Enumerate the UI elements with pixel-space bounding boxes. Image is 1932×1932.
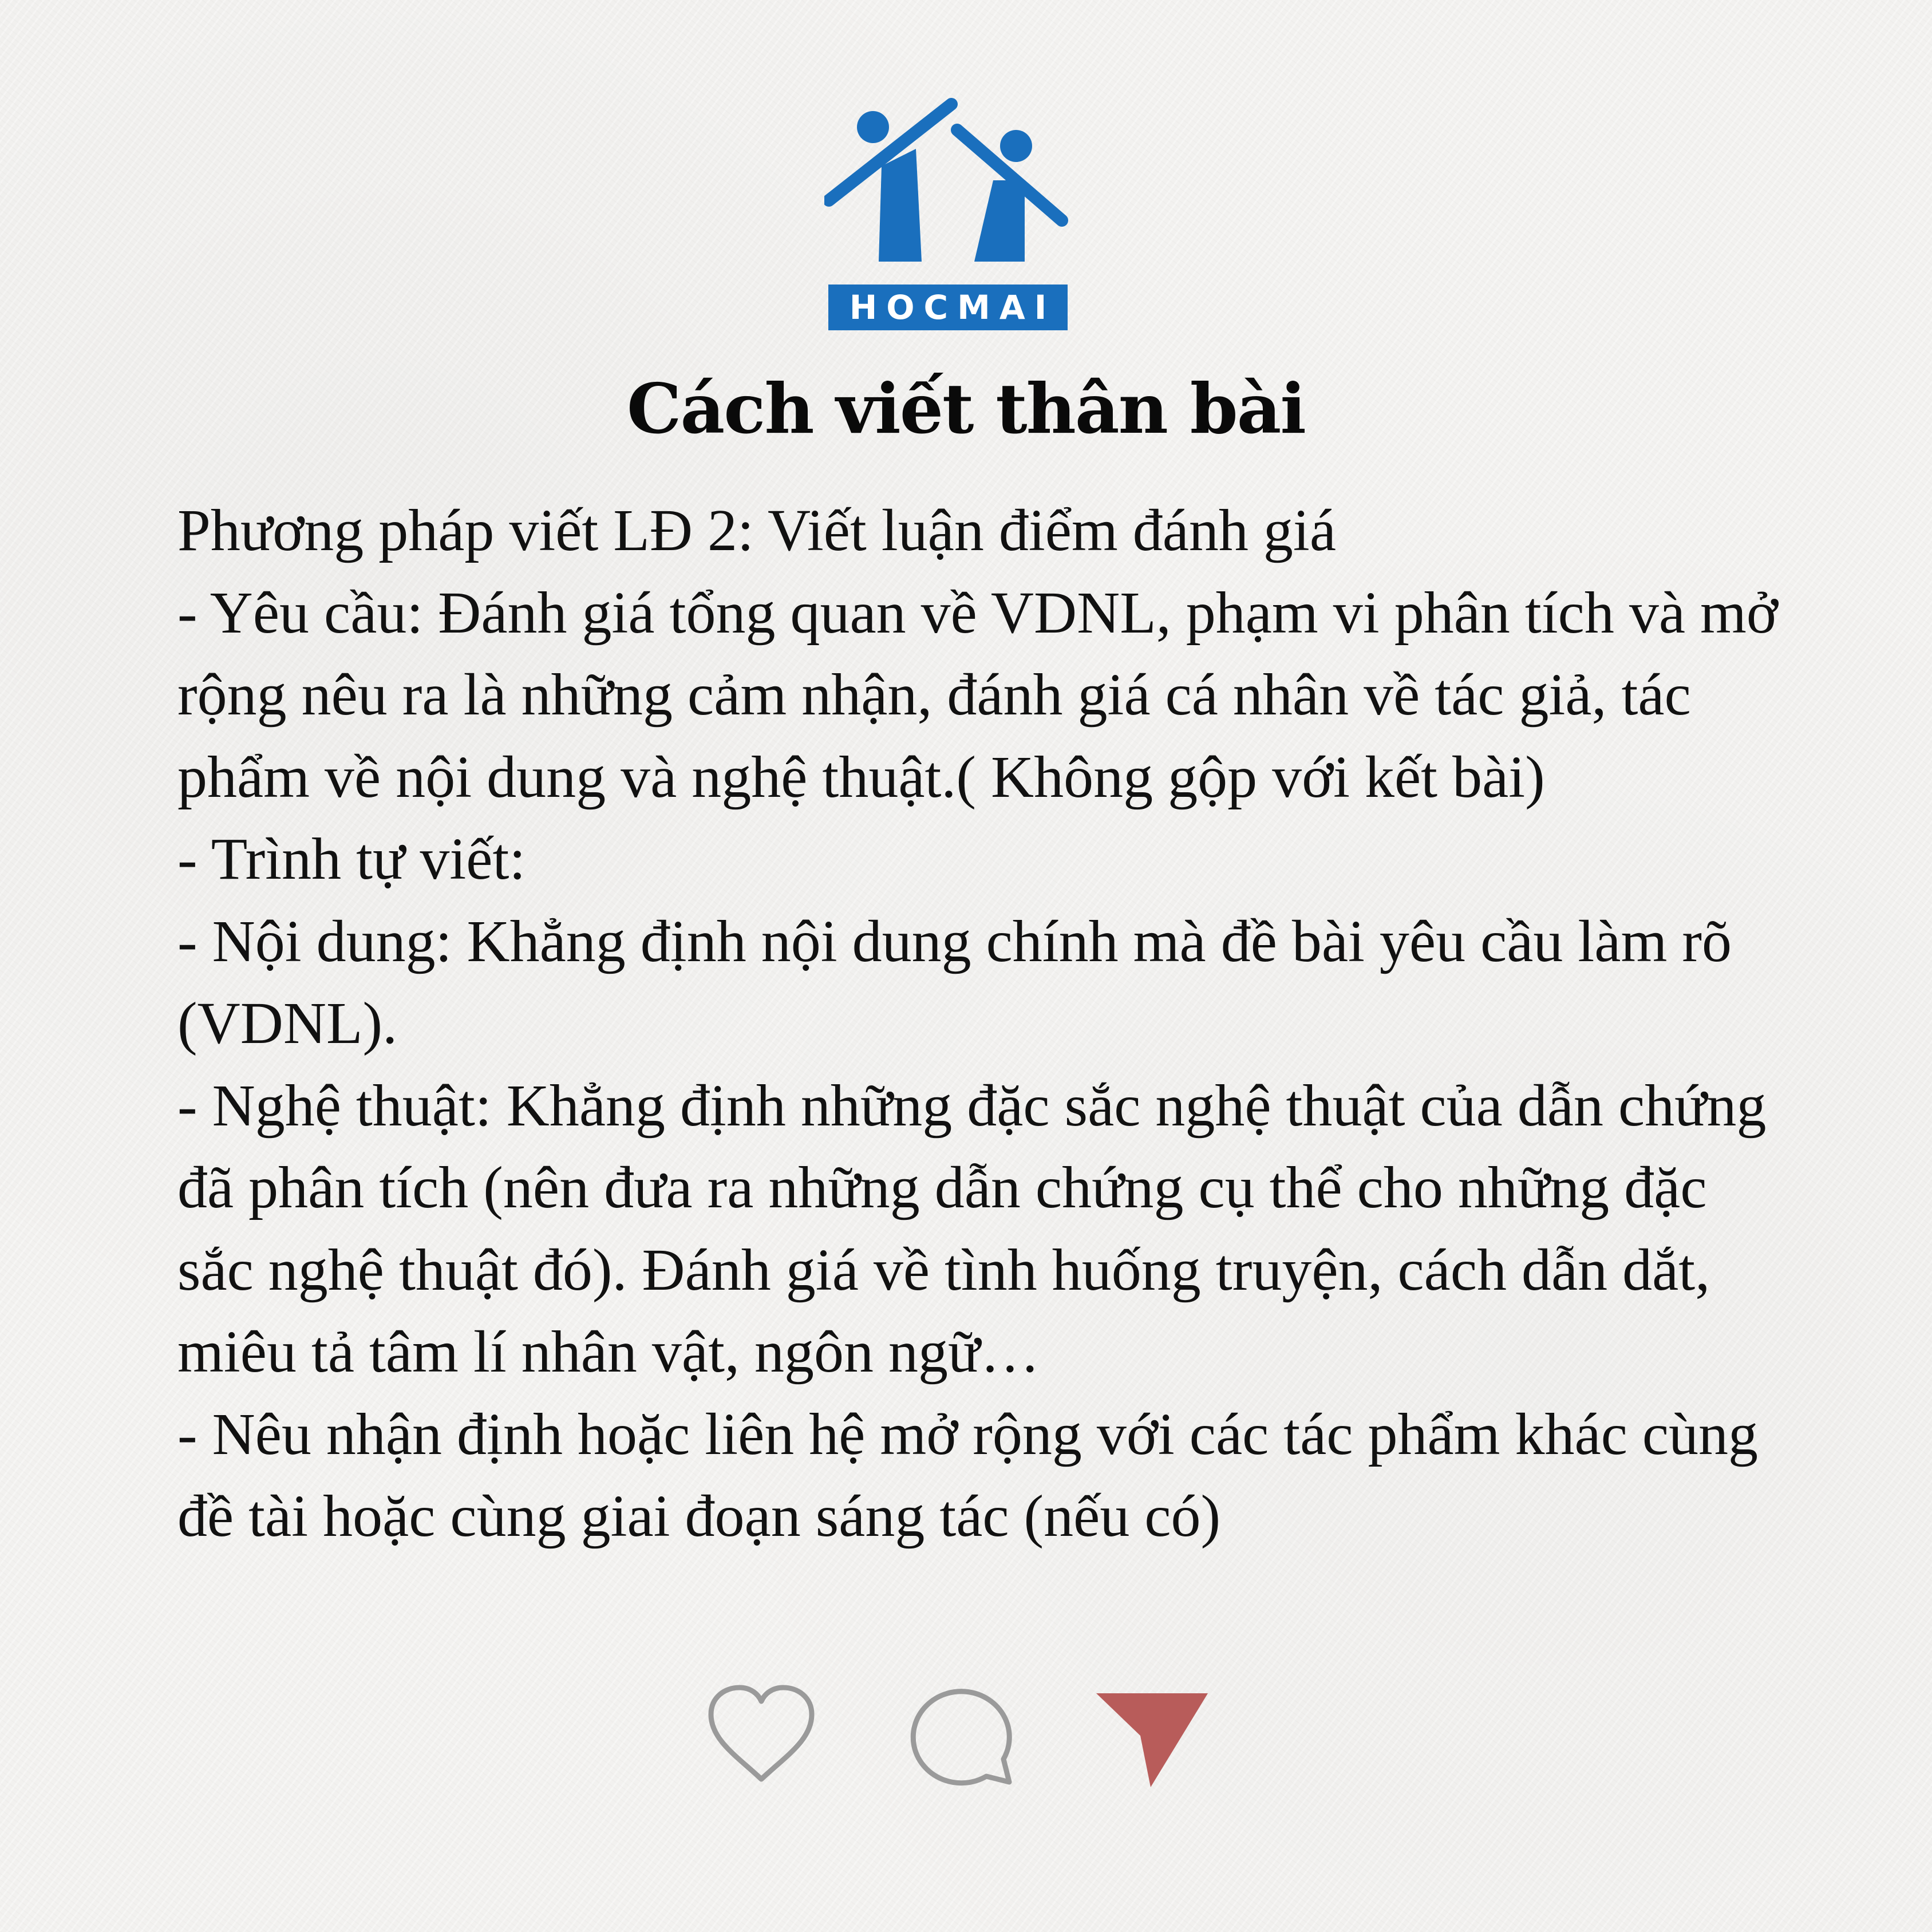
share-button[interactable] [1093,1689,1211,1792]
body-paragraph-requirement: - Yêu cầu: Đánh giá tổng quan về VDNL, phạm vi phân tích và mở rộng nêu ra là những cảm nhận, đánh giá cá nhân về tác giả, tác phẩm về nội dung và nghệ thuật.( Không gộp với kết bài) [177,579,1778,810]
speech-bubble-icon [907,1686,1016,1786]
logo-wordmark: HOCMAI [828,285,1068,330]
heart-icon [704,1683,819,1786]
body-paragraph-art: - Nghệ thuật: Khẳng định những đặc sắc nghệ thuật của dẫn chứng đã phân tích (nên đưa ra những dẫn chứng cụ thể cho những đặc sắc nghệ thuật đó). Đánh giá về tình huống truyện, cách dẫn dắt, miêu tả tâm lí nhân vật, ngôn ngữ… [177,1072,1767,1385]
comment-button[interactable] [907,1686,1016,1786]
hocmai-logo [824,94,1070,332]
body-paragraph-order: - Trình tự viết: [177,826,526,892]
post-actions [704,1683,1219,1797]
body-paragraph-extension: - Nêu nhận định hoặc liên hệ mở rộng với các tác phẩm khác cùng đề tài hoặc cùng giai đoạn sáng tác (nếu có) [177,1401,1759,1549]
paper-plane-icon [1093,1689,1211,1792]
like-button[interactable] [704,1683,819,1786]
page-title: Cách viết thân bài [627,369,1305,449]
body-paragraph-content: - Nội dung: Khẳng định nội dung chính mà đề bài yêu cầu làm rõ (VDNL). [177,908,1732,1056]
logo-figures-icon [824,94,1070,272]
body-paragraph-method: Phương pháp viết LĐ 2: Viết luận điểm đánh giá [177,497,1336,563]
post-body [177,489,1797,1558]
